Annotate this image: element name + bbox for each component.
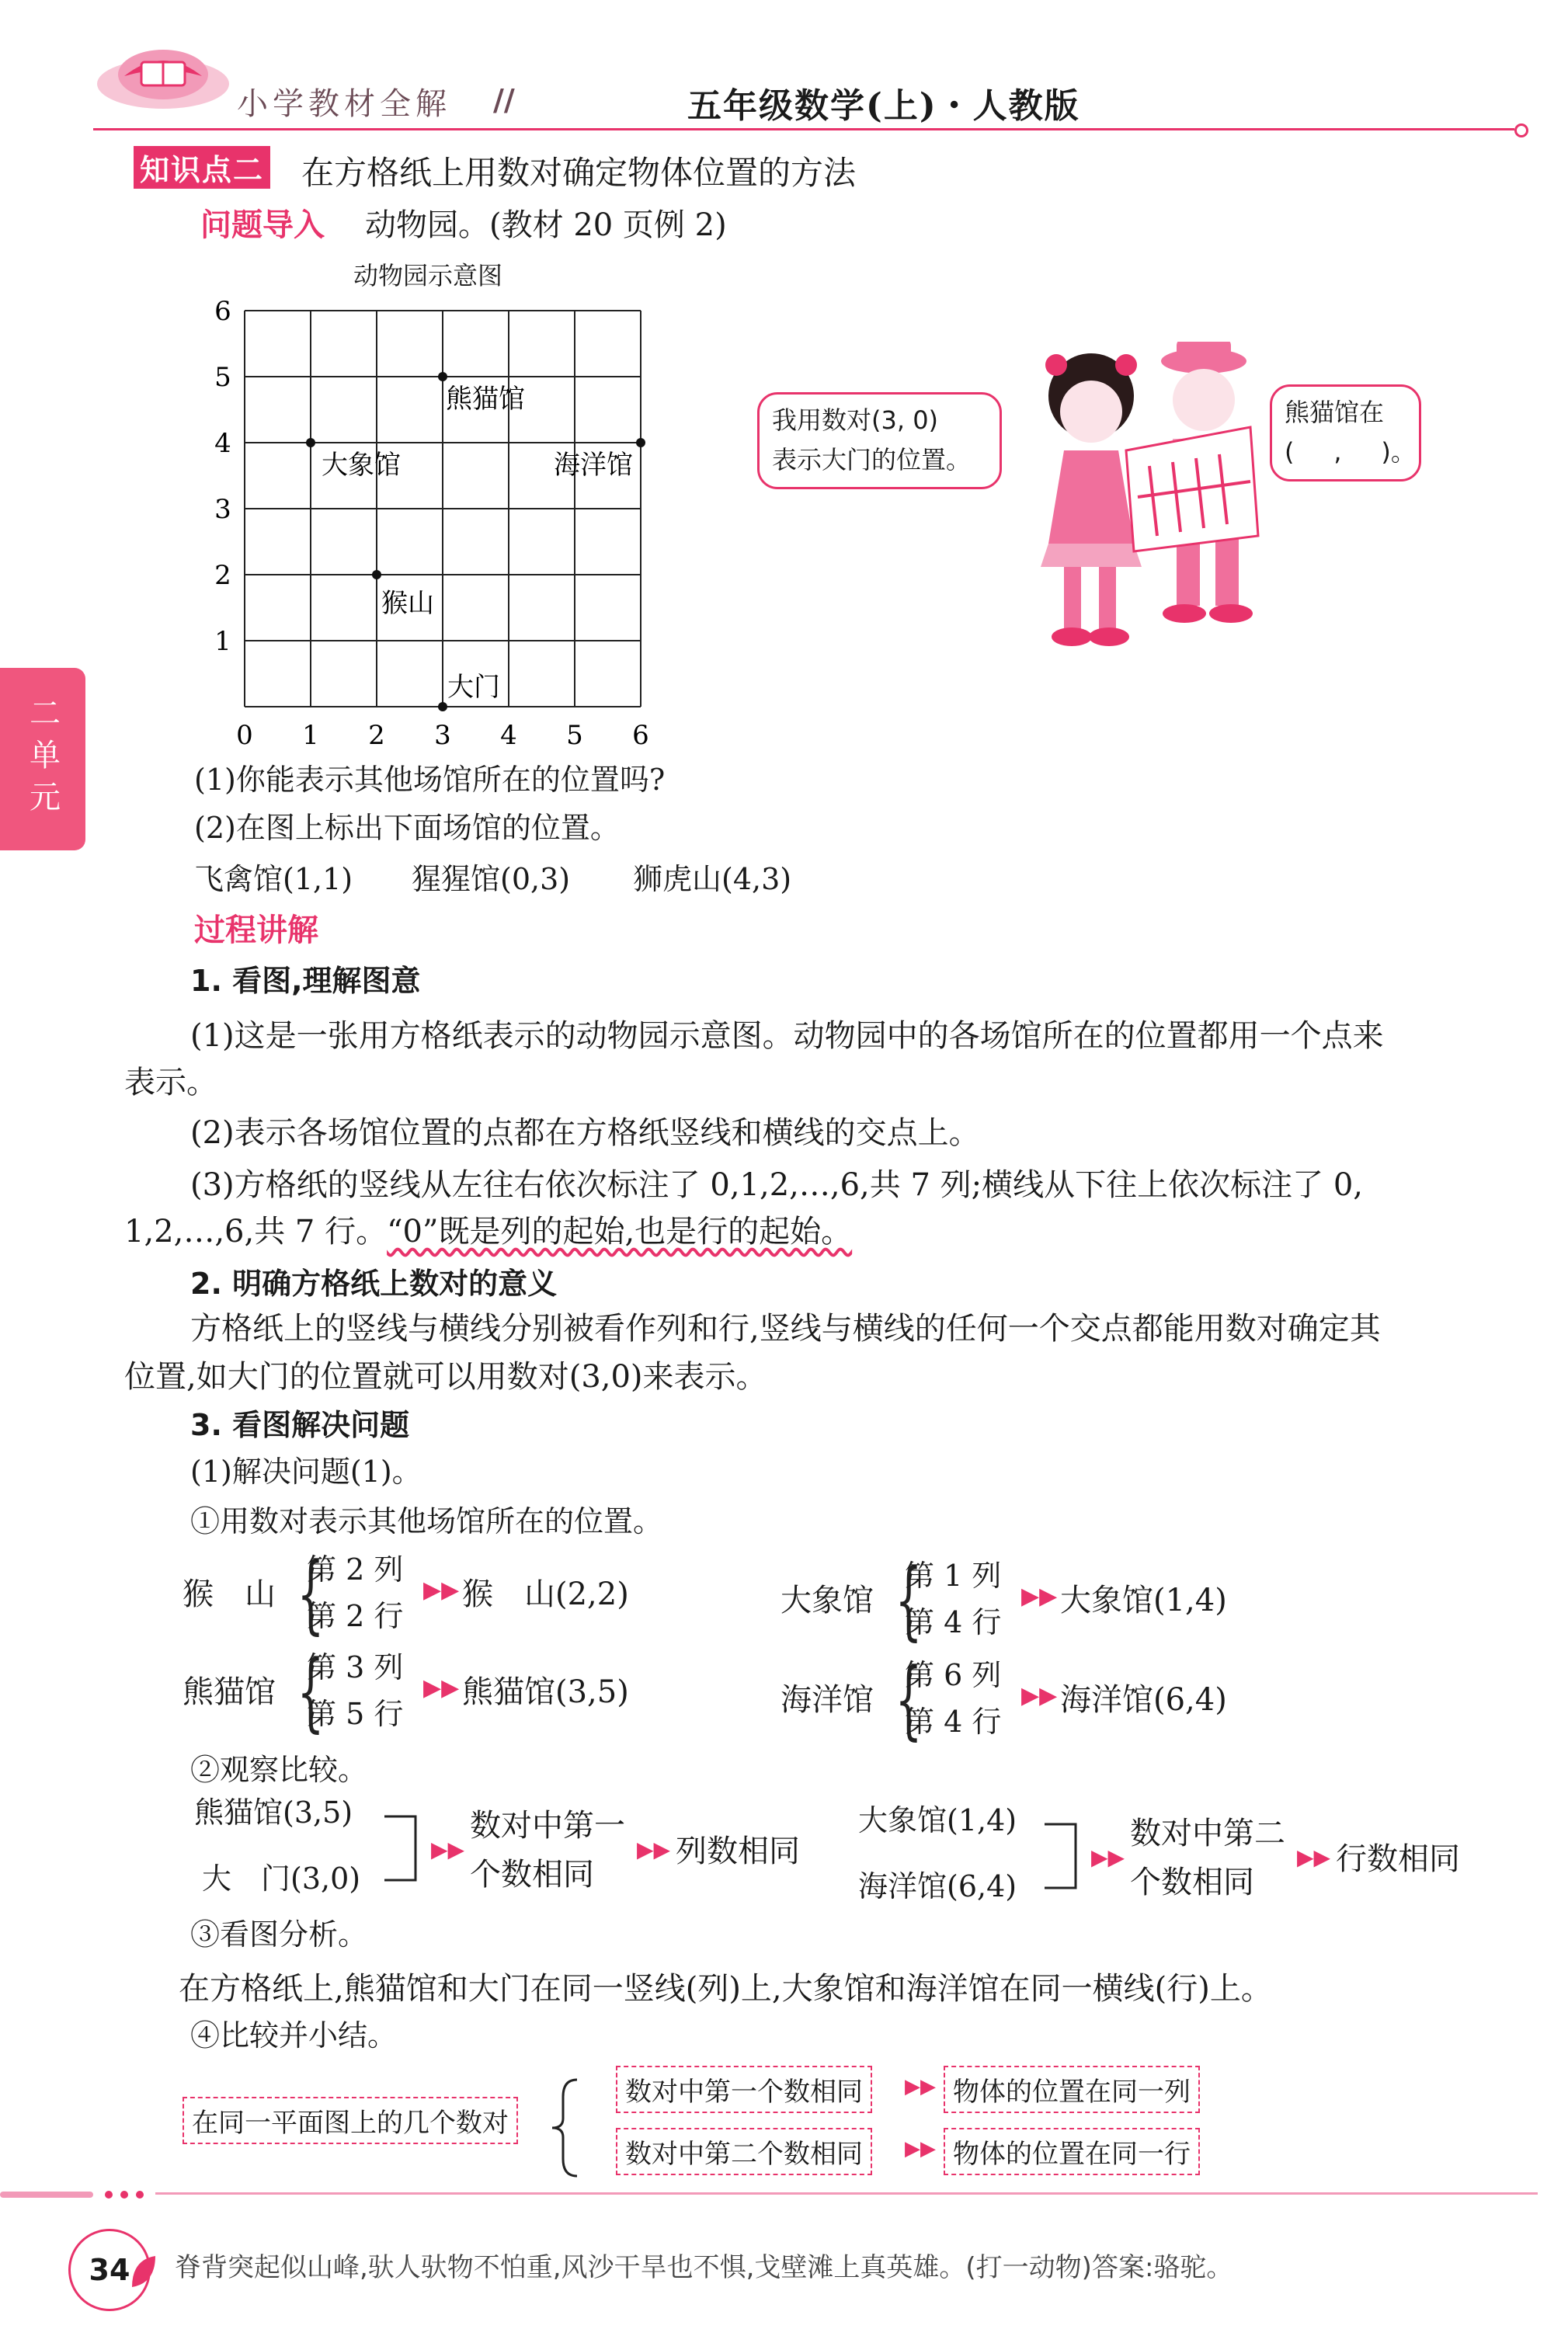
s3-c: ②观察比较。 [190, 1753, 368, 1787]
summary-brace [546, 2074, 585, 2182]
footer-dots [0, 2188, 155, 2199]
process-label: 过程讲解 [194, 912, 318, 948]
summary-result-2: 物体的位置在同一行 [944, 2128, 1200, 2175]
header-slash-icon: // [493, 82, 515, 117]
s1-para1a: (1)这是一张用方格纸表示的动物园示意图。动物园中的各场馆所在的位置都用一个点来 [190, 1018, 1384, 1054]
s3-e: 在方格纸上,熊猫馆和大门在同一竖线(列)上,大象馆和海洋馆在同一横线(行)上。 [179, 1971, 1272, 2007]
compare-left: 熊猫馆(3,5) 大 门(3,0) ▶▶ 数对中第一 个数相同 ▶▶ 列数相同 [194, 1795, 800, 1896]
x-tick-label: 5 [566, 720, 583, 751]
zoo-map [202, 291, 699, 757]
place-label: 海洋馆 [554, 450, 633, 481]
s1-para3b: 1,2,…,6,共 7 行。“0”既是列的起始,也是行的起始。 [124, 1214, 853, 1250]
place-label: 猴山 [381, 588, 434, 619]
place-label: 大门 [447, 672, 500, 703]
place-label: 熊猫馆 [446, 384, 525, 415]
place-point [372, 570, 381, 579]
header-logo [93, 30, 233, 115]
double-arrow-icon: ▶▶ [637, 1837, 671, 1862]
footer-rule [155, 2192, 1538, 2195]
double-arrow-icon: ▶▶ [1021, 1583, 1058, 1610]
bracket-connector [384, 1813, 431, 1883]
x-tick-label: 0 [236, 720, 253, 751]
double-arrow-icon: ▶▶ [905, 2075, 936, 2098]
double-arrow-icon: ▶▶ [1091, 1844, 1125, 1870]
intro-text: 动物园。(教材 20 页例 2) [365, 207, 727, 243]
pair-block-1: 猴 山 { 第 2 列 第 2 行 ▶▶ 猴 山(2,2) [183, 1544, 629, 1643]
pair-block-4: 海洋馆 { 第 6 列 第 4 行 ▶▶ 海洋馆(6,4) [781, 1649, 1227, 1749]
place-point [636, 438, 645, 447]
double-arrow-icon: ▶▶ [1297, 1844, 1331, 1870]
place-point [438, 372, 447, 381]
s3-b: ①用数对表示其他场馆所在的位置。 [190, 1504, 663, 1538]
y-tick-label: 3 [214, 494, 231, 525]
leaf-icon [128, 2252, 159, 2294]
section-3-title: 3. 看图解决问题 [190, 1408, 410, 1442]
summary-branch-1: 数对中第一个数相同 [616, 2066, 872, 2113]
summary-branch-2: 数对中第二个数相同 [616, 2128, 872, 2175]
s3-a: (1)解决问题(1)。 [190, 1455, 422, 1489]
knowledge-badge: 知识点二 [134, 146, 270, 189]
summary-root: 在同一平面图上的几个数对 [183, 2097, 518, 2144]
s2-para1b: 位置,如大门的位置就可以用数对(3,0)来表示。 [124, 1359, 767, 1395]
pair-block-3: 熊猫馆 { 第 3 列 第 5 行 ▶▶ 熊猫馆(3,5) [183, 1642, 629, 1741]
brace-icon: { [297, 1642, 325, 1741]
header-rule-end-icon [1514, 123, 1528, 137]
brace-icon: { [895, 1649, 923, 1749]
unit-side-tab-label: 二单元 [24, 696, 61, 822]
summary-diagram [183, 2066, 1215, 2182]
y-tick-label: 4 [214, 428, 231, 459]
wavy-emphasis: “0”既是列的起始,也是行的起始。 [387, 1214, 853, 1250]
place-point [306, 438, 315, 447]
double-arrow-icon: ▶▶ [423, 1576, 460, 1604]
double-arrow-icon: ▶▶ [423, 1674, 460, 1702]
place-2: 猩猩馆(0,3) [412, 862, 571, 896]
s3-d: ③看图分析。 [190, 1917, 368, 1952]
bracket-connector [1045, 1821, 1091, 1891]
header-book: 五年级数学(上)・人教版 [687, 86, 1080, 126]
x-tick-label: 2 [368, 720, 385, 751]
section-1-title: 1. 看图,理解图意 [190, 964, 421, 998]
place-1: 飞禽馆(1,1) [194, 862, 353, 896]
brace-icon: { [297, 1544, 325, 1643]
section-2-title: 2. 明确方格纸上数对的意义 [190, 1267, 558, 1301]
s1-para3a: (3)方格纸的竖线从左往右依次标注了 0,1,2,…,6,共 7 列;横线从下往上依次标注了 0, [190, 1167, 1363, 1203]
summary-result-1: 物体的位置在同一列 [944, 2066, 1200, 2113]
question-1: (1)你能表示其他场馆所在的位置吗? [194, 763, 666, 797]
place-3: 狮虎山(4,3) [633, 862, 792, 896]
x-tick-label: 6 [632, 720, 649, 751]
footer-riddle: 脊背突起似山峰,驮人驮物不怕重,风沙干旱也不惧,戈壁滩上真英雄。(打一动物)答案:骆驼。 [175, 2252, 1233, 2283]
knowledge-title: 在方格纸上用数对确定物体位置的方法 [301, 154, 857, 192]
place-point [438, 702, 447, 711]
double-arrow-icon: ▶▶ [905, 2137, 936, 2160]
x-tick-label: 3 [434, 720, 451, 751]
place-label: 大象馆 [322, 450, 401, 481]
x-tick-label: 1 [302, 720, 319, 751]
header-rule [93, 128, 1514, 130]
y-tick-label: 2 [214, 560, 231, 591]
compare-right: 大象馆(1,4) 海洋馆(6,4) ▶▶ 数对中第二 个数相同 ▶▶ 行数相同 [858, 1803, 1460, 1903]
double-arrow-icon: ▶▶ [431, 1837, 465, 1862]
children-illustration [1017, 342, 1274, 652]
question-2: (2)在图上标出下面场馆的位置。 [194, 811, 620, 845]
y-tick-label: 1 [214, 626, 231, 657]
header-series: 小学教材全解 [237, 86, 451, 122]
s3-f: ④比较并小结。 [190, 2018, 398, 2053]
y-tick-label: 6 [214, 296, 231, 327]
brace-icon: { [895, 1550, 923, 1649]
s1-para2: (2)表示各场馆位置的点都在方格纸竖线和横线的交点上。 [190, 1115, 980, 1151]
page-number: 34 [68, 2229, 151, 2311]
unit-side-tab [0, 668, 85, 850]
s1-para1b: 表示。 [124, 1065, 217, 1100]
intro-label: 问题导入 [200, 207, 325, 243]
double-arrow-icon: ▶▶ [1021, 1682, 1058, 1709]
x-tick-label: 4 [500, 720, 517, 751]
bubble-right: 熊猫馆在 ( , )。 [1270, 384, 1421, 481]
y-tick-label: 5 [214, 362, 231, 393]
map-title: 动物园示意图 [353, 261, 503, 290]
pair-block-2: 大象馆 { 第 1 列 第 4 行 ▶▶ 大象馆(1,4) [781, 1550, 1227, 1649]
s2-para1a: 方格纸上的竖线与横线分别被看作列和行,竖线与横线的任何一个交点都能用数对确定其 [190, 1311, 1381, 1347]
bubble-left: 我用数对(3, 0) 表示大门的位置。 [757, 392, 1002, 489]
